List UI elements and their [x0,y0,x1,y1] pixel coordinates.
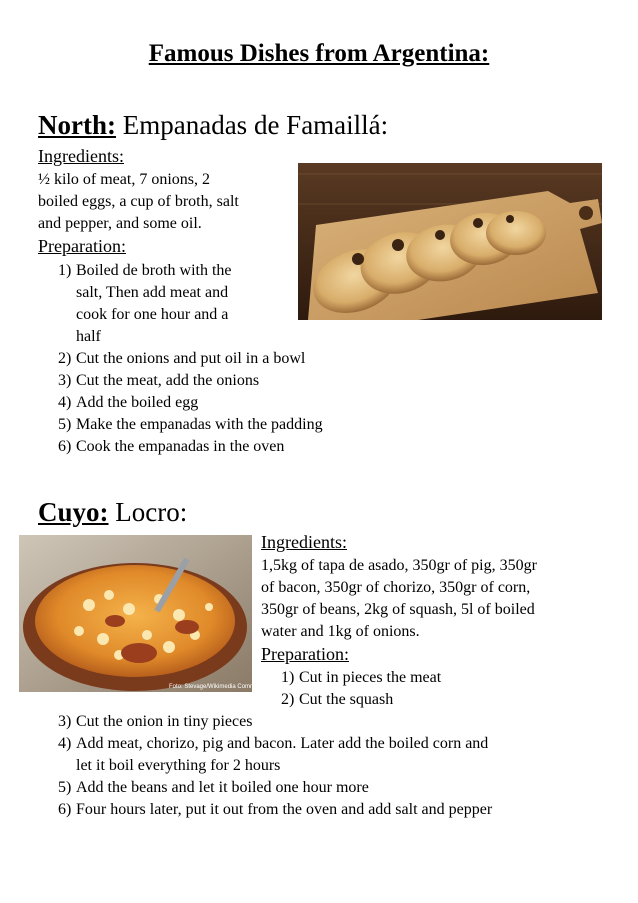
step-text: Add the beans and let it boiled one hour more [76,779,369,796]
north-dish-name: Empanadas de Famaillá: [122,110,389,140]
cuyo-ingredients-label: Ingredients: [261,532,347,552]
step-number: 5) [58,416,72,433]
north-steps-list [38,348,438,458]
north-ingredients-label: Ingredients: [38,146,124,166]
list-item [38,260,288,348]
photo-credit: Foto: Stevage/Wikimedia Commons [169,684,265,690]
step-text: Cut the meat, add the onions [76,372,260,389]
step-number: 2) [58,350,72,367]
step-line: let it boil everything for 2 hours [76,757,281,774]
cuyo-ingredients-line: water and 1kg of onions. [261,623,420,640]
north-preparation-label: Preparation: [38,236,126,256]
step-number: 1) [58,262,72,279]
list-item [261,667,561,689]
step-number: 6) [58,438,72,455]
locro-photo [19,535,265,692]
locro-image [19,535,265,692]
step-number: 4) [58,735,72,752]
step-text: Add the boiled egg [76,394,199,411]
north-ingredients-line: boiled eggs, a cup of broth, salt [38,193,239,210]
step-text: Cut in pieces the meat [299,669,442,686]
list-item [38,777,628,799]
step-text: Cook the empanadas in the oven [76,438,285,455]
step-number: 5) [58,779,72,796]
north-region-label: North: [38,110,116,140]
step-line: half [76,328,101,345]
empanadas-image [298,163,602,320]
cuyo-region-label: Cuyo: [38,497,109,527]
cuyo-ingredients-line: 1,5kg of tapa de asado, 350gr of pig, 350gr [261,557,537,574]
north-heading [38,110,388,141]
list-item [261,689,561,711]
page-title: Famous Dishes from Argentina: [148,40,490,67]
step-text: Make the empanadas with the padding [76,416,323,433]
cuyo-preparation-label: Preparation: [261,644,349,664]
list-item [38,733,628,777]
list-item [38,370,438,392]
list-item [38,711,628,733]
cuyo-heading [38,497,187,528]
step-text: Cut the onion in tiny pieces [76,713,253,730]
list-item [38,799,628,821]
north-ingredients-line: ½ kilo of meat, 7 onions, 2 [38,171,210,188]
step-number: 1) [281,669,295,686]
step-line: cook for one hour and a [76,306,229,323]
list-item [38,348,438,370]
north-step-1 [38,260,288,348]
step-line: Boiled de broth with the [76,262,232,279]
cuyo-steps-bottom [38,711,628,821]
step-number: 3) [58,372,72,389]
step-number: 2) [281,691,295,708]
cuyo-dish-name: Locro: [115,497,188,527]
north-ingredients-text [38,169,298,235]
cuyo-steps-top [261,667,561,711]
list-item [38,436,438,458]
cuyo-ingredients-line: of bacon, 350gr of chorizo, 350gr of corn, [261,579,531,596]
empanadas-photo [298,163,602,320]
step-number: 4) [58,394,72,411]
step-line: Add meat, chorizo, pig and bacon. Later add the boiled corn and [76,735,489,752]
list-item [38,392,438,414]
step-number: 6) [58,801,72,818]
step-number: 3) [58,713,72,730]
cuyo-ingredients-line: 350gr of beans, 2kg of squash, 5l of boiled [261,601,535,618]
step-text: Four hours later, put it out from the oven and add salt and pepper [76,801,493,818]
step-line: salt, Then add meat and [76,284,229,301]
list-item [38,414,438,436]
cuyo-ingredients-text [261,555,611,643]
north-ingredients-line: and pepper, and some oil. [38,215,202,232]
step-text: Cut the onions and put oil in a bowl [76,350,306,367]
step-text: Cut the squash [299,691,394,708]
